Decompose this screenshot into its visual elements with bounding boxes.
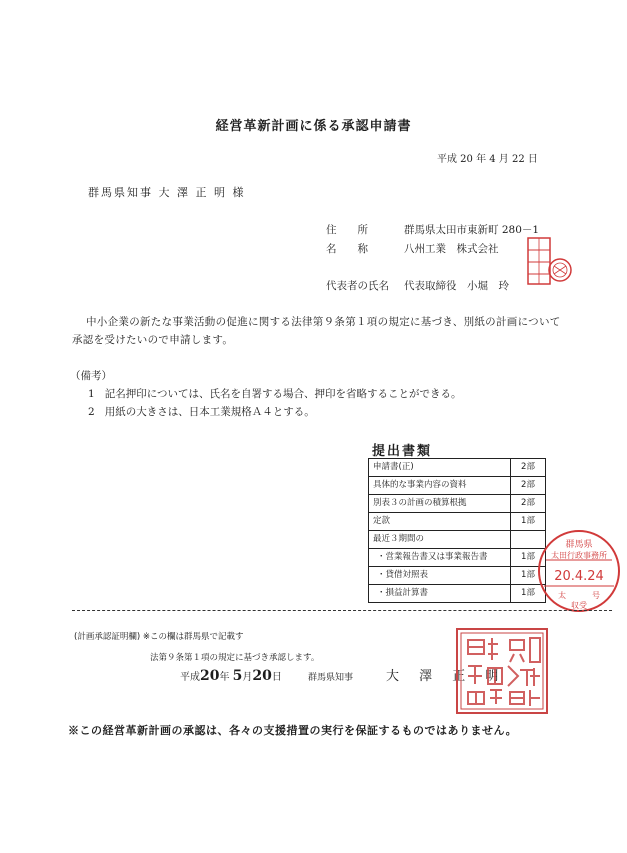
approval-month: 5 [232, 668, 243, 684]
approval-governor-name: 大 澤 正 明 [386, 669, 507, 684]
stamp-date: 20.4.24 [554, 569, 604, 584]
stamp-bottom-left: 太 [558, 591, 566, 600]
approval-signer: 群馬県知事 [308, 673, 354, 683]
table-row [369, 585, 546, 603]
doc-item: 申請書(正) [369, 459, 511, 477]
doc-qty: 2部 [511, 495, 546, 513]
company-seal [526, 236, 572, 296]
stamp-line-2: 太田行政事務所 [551, 551, 607, 560]
governor-official-seal [454, 626, 550, 716]
table-row [369, 549, 546, 567]
doc-qty: 2部 [511, 459, 546, 477]
table-row [369, 477, 546, 495]
doc-qty: 2部 [511, 477, 546, 495]
notes-heading: （備考） [70, 370, 112, 382]
address-value: 群馬県太田市東新町 280－1 [404, 224, 540, 236]
body-text-line-1: 中小企業の新たな事業活動の促進に関する法律第９条第１項の規定に基づき、別紙の計画について [86, 316, 561, 328]
body-text-line-2: 承認を受けたいので申請します。 [72, 334, 234, 346]
doc-qty: 1部 [511, 585, 546, 603]
table-row [369, 495, 546, 513]
stamp-line-1: 群馬県 [565, 540, 593, 550]
doc-qty: 1部 [511, 513, 546, 531]
address-label: 住 所 [326, 224, 368, 236]
table-row [369, 513, 546, 531]
note-number: 1 [88, 388, 95, 400]
stamp-bottom-right: 号 [592, 591, 600, 600]
divider [72, 610, 612, 611]
table-row [369, 459, 546, 477]
note-number: 2 [88, 406, 95, 418]
representative-value: 代表取締役 小堀 玲 [404, 280, 509, 292]
doc-item: ・営業報告書又は事業報告書 [369, 549, 511, 567]
doc-item: 具体的な事業内容の資料 [369, 477, 511, 495]
note-text: 用紙の大きさは、日本工業規格Ａ４とする。 [104, 406, 315, 418]
received-stamp [536, 528, 622, 614]
approval-date [180, 668, 282, 684]
doc-item: 最近３期間の [369, 531, 511, 549]
disclaimer: ※この経営革新計画の承認は、各々の支援措置の実行を保証するものではありません。 [68, 724, 518, 737]
stamp-bottom-label: 収受 [571, 601, 587, 610]
approval-year-suffix: 年 [219, 672, 230, 683]
document-title: 経営革新計画に係る承認申請書 [215, 119, 412, 134]
company-name-label: 名 称 [326, 243, 368, 255]
submission-documents-table [368, 458, 546, 603]
doc-item: ・損益計算書 [369, 585, 511, 603]
note-item [88, 404, 315, 419]
doc-item: 定款 [369, 513, 511, 531]
approval-heading: (計画承認証明欄) ※この欄は群馬県で記載す [74, 632, 244, 642]
approval-day: 20 [252, 668, 272, 684]
submission-documents-title: 提出書類 [372, 444, 433, 459]
doc-qty: 1部 [511, 567, 546, 585]
approval-date-prefix: 平成 [180, 672, 200, 683]
note-text: 記名押印については、氏名を自署する場合、押印を省略することができる。 [104, 388, 462, 400]
note-item [88, 386, 462, 401]
company-name-value: 八州工業 株式会社 [404, 243, 499, 255]
representative-label: 代表者の氏名 [326, 280, 389, 292]
doc-item: ・貸借対照表 [369, 567, 511, 585]
approval-day-suffix: 日 [271, 672, 282, 683]
doc-item: 別表３の計画の積算根拠 [369, 495, 511, 513]
approval-month-suffix: 月 [242, 672, 253, 683]
table-row [369, 567, 546, 585]
approval-text: 法第９条第１項の規定に基づき承認します。 [150, 653, 320, 663]
table-row [369, 531, 546, 549]
approval-year: 20 [200, 668, 220, 684]
application-date: 平成 20 年 4 月 22 日 [437, 154, 538, 165]
addressee: 群馬県知事 大 澤 正 明 様 [88, 186, 246, 199]
doc-qty: 1部 [511, 549, 546, 567]
